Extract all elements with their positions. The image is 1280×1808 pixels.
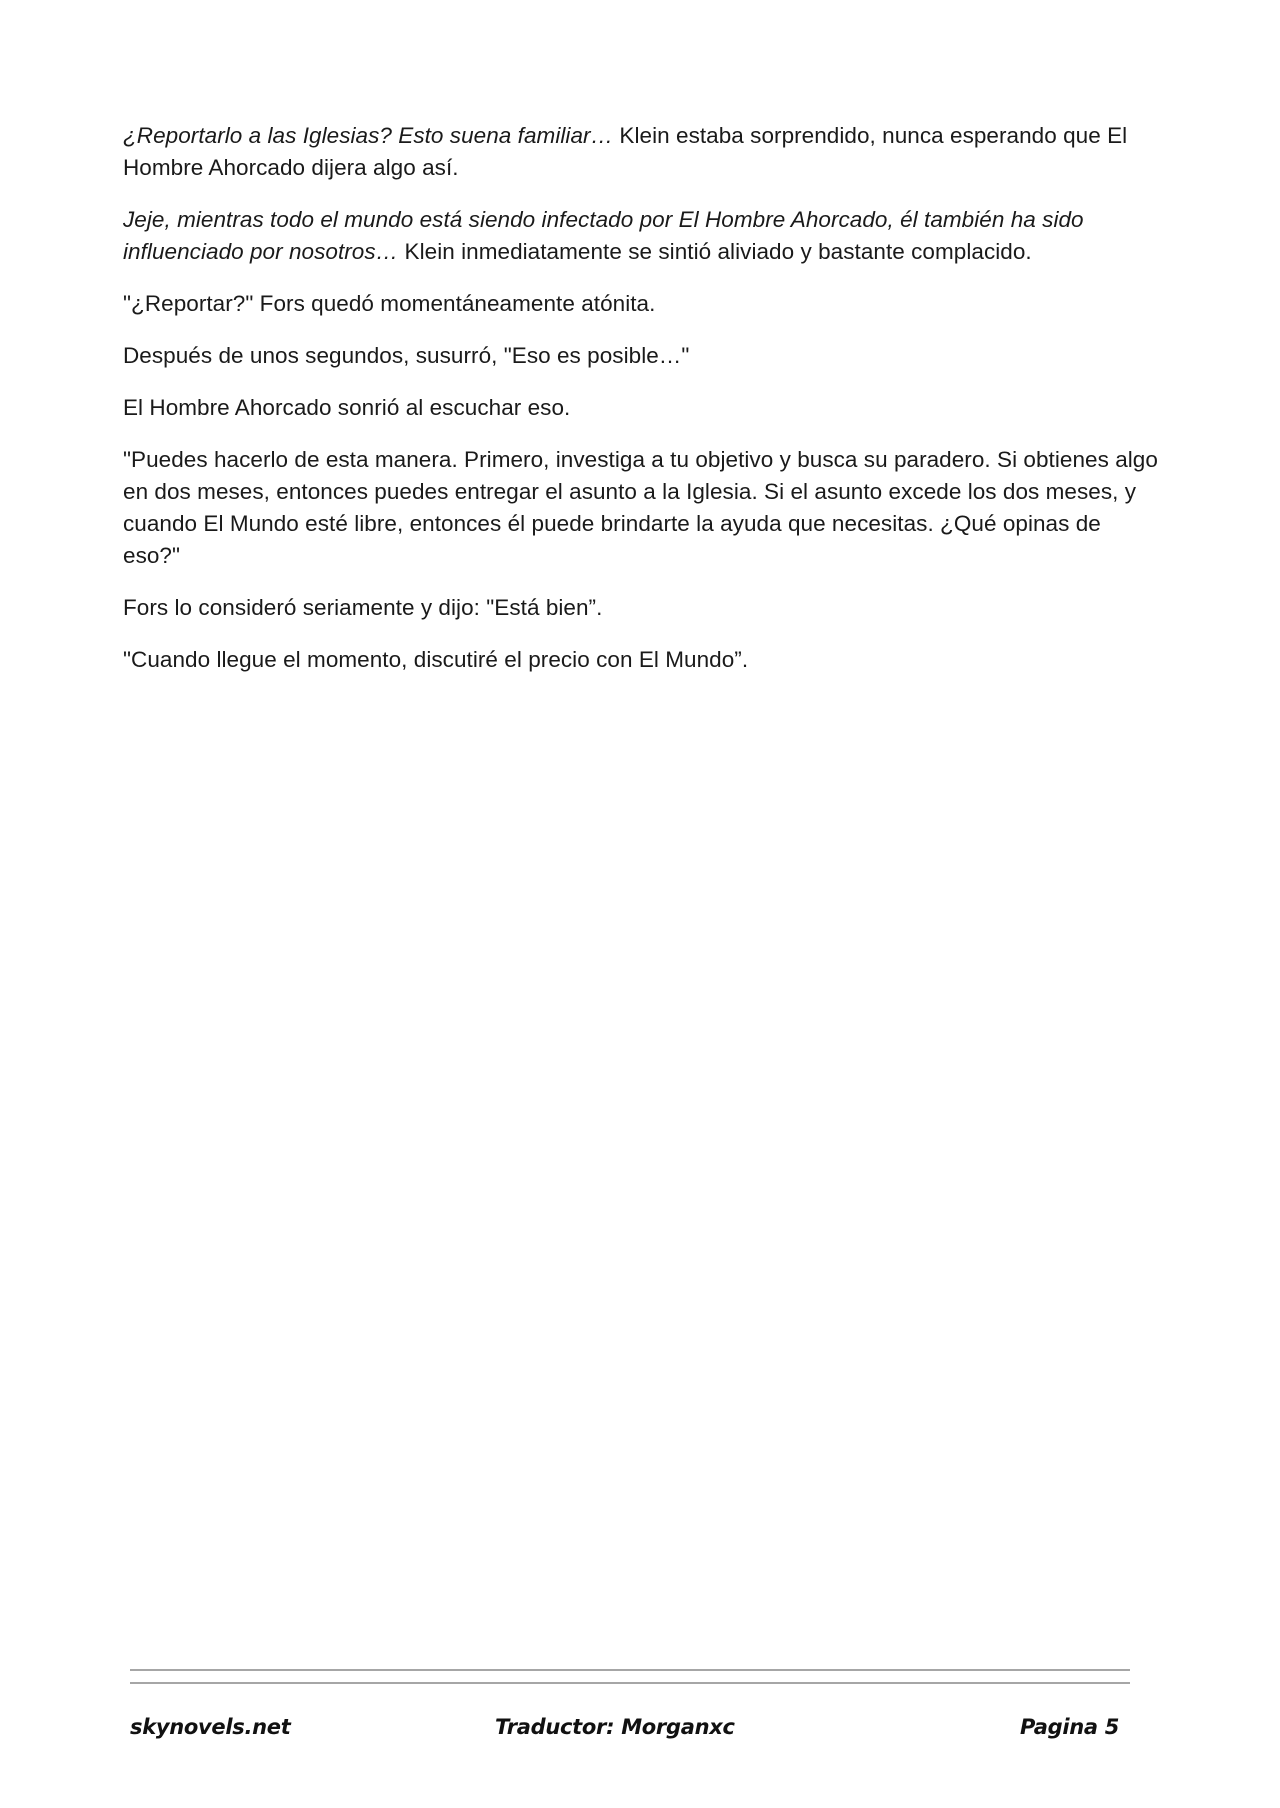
footer-divider-top xyxy=(130,1669,1130,1671)
paragraph-text: "¿Reportar?" Fors quedó momentáneamente atónita. xyxy=(123,291,656,316)
paragraph-8 xyxy=(123,644,1163,676)
narration-text: Klein inmediatamente se sintió aliviado y bastante complacido. xyxy=(398,239,1032,264)
paragraph-3 xyxy=(123,288,1163,320)
paragraph-7 xyxy=(123,592,1163,624)
footer-divider-bottom xyxy=(130,1682,1130,1684)
paragraph-6 xyxy=(123,444,1163,572)
footer-page-number: Pagina 5 xyxy=(1020,1715,1120,1739)
paragraph-1 xyxy=(123,120,1163,184)
paragraph-text: Fors lo consideró seriamente y dijo: "Está bien”. xyxy=(123,595,603,620)
inner-thought-text: ¿Reportarlo a las Iglesias? Esto suena familiar… xyxy=(123,123,614,148)
document-body xyxy=(123,120,1163,696)
paragraph-4 xyxy=(123,340,1163,372)
narration-text: Klein estaba sorprendido, nunca esperando que El Hombre Ahorcado dijera algo así. xyxy=(123,123,1128,180)
paragraph-text: El Hombre Ahorcado sonrió al escuchar eso. xyxy=(123,395,571,420)
paragraph-text: Después de unos segundos, susurró, "Eso es posible…" xyxy=(123,343,690,368)
paragraph-text: "Puedes hacerlo de esta manera. Primero, investiga a tu objetivo y busca su paradero. Si obtienes algo en dos meses, entonces puedes entregar el asunto a la Iglesia. Si el asunto excede los dos meses, y cuando El Mundo esté libre, entonces él puede brindarte la ayuda que necesitas. ¿Qué opinas de eso?" xyxy=(123,447,1158,568)
paragraph-text: "Cuando llegue el momento, discutiré el precio con El Mundo”. xyxy=(123,647,749,672)
footer-site-name: skynovels.net xyxy=(130,1715,291,1739)
paragraph-2 xyxy=(123,204,1163,268)
paragraph-5 xyxy=(123,392,1163,424)
footer-translator: Traductor: Morganxc xyxy=(495,1715,735,1739)
inner-thought-text: Jeje, mientras todo el mundo está siendo infectado por El Hombre Ahorcado, él también ha sido influenciado por nosotros… xyxy=(123,207,1084,264)
